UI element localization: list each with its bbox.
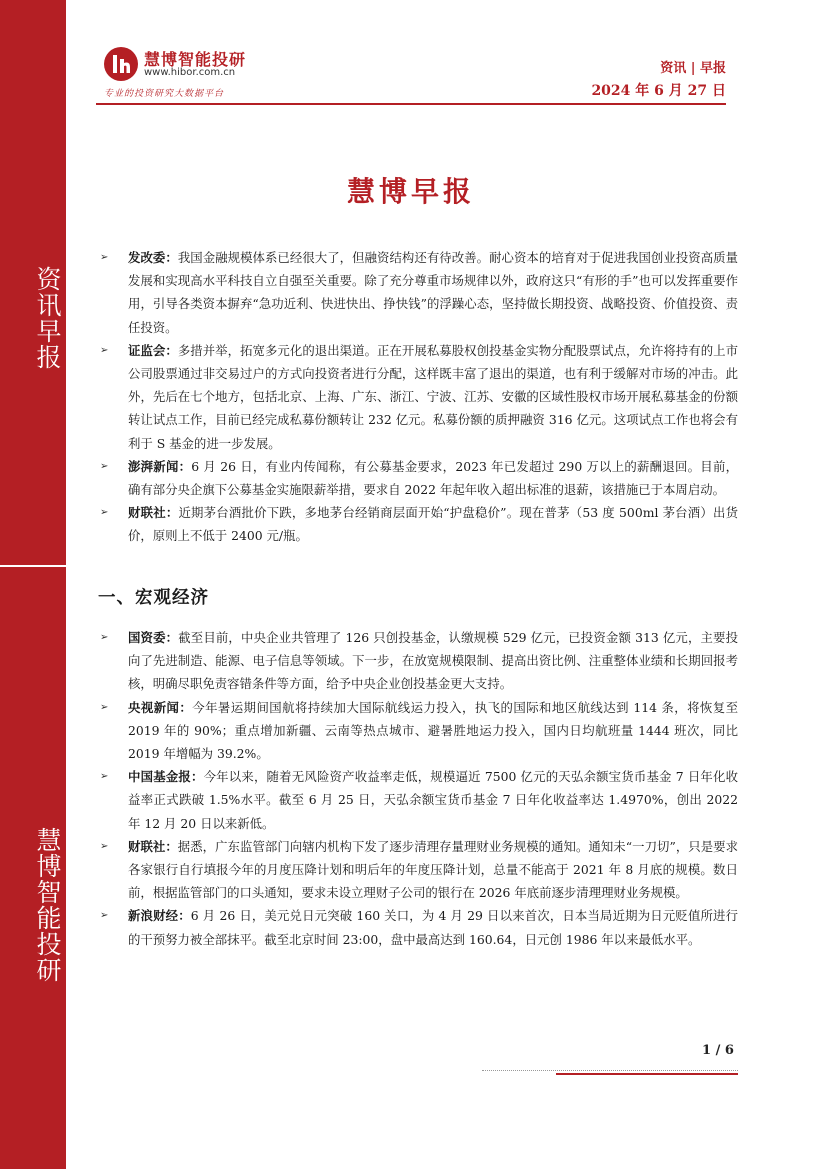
section-heading: 一、宏观经济 xyxy=(98,588,209,608)
header-rule xyxy=(96,103,726,105)
arrow-bullet-icon: ➢ xyxy=(100,460,109,472)
logo-mark-icon xyxy=(103,46,139,82)
arrow-bullet-icon: ➢ xyxy=(100,771,109,783)
sidebar-label-top: 资讯早报 xyxy=(33,266,62,370)
item-source: 央视新闻： xyxy=(128,699,193,715)
arrow-bullet-icon: ➢ xyxy=(100,910,109,922)
sidebar xyxy=(0,0,66,1169)
item-source: 国资委： xyxy=(128,630,179,645)
sidebar-divider xyxy=(0,565,66,567)
item-text: 今年暑运期间国航将持续加大国际航线运力投入，执飞的国际和地区航线达到 114 条，将恢复至 2019 年的 90%；重点增加新疆、云南等热点城市、避暑胜地运力投入，国内日均航班量 1444 班次，同比 2019 年增幅为 39.2%。 xyxy=(128,699,739,762)
list-item xyxy=(98,835,738,905)
item-source: 财联社： xyxy=(128,505,179,521)
logo-slogan: 专业的投资研究大数据平台 xyxy=(104,89,225,99)
logo-url: www.hibor.com.cn xyxy=(144,67,236,78)
item-source: 中国基金报： xyxy=(128,769,204,785)
list-item xyxy=(98,626,738,696)
arrow-bullet-icon: ➢ xyxy=(100,344,109,356)
item-source: 澎湃新闻： xyxy=(128,458,192,474)
arrow-bullet-icon: ➢ xyxy=(100,252,109,263)
item-source: 发改委： xyxy=(128,250,178,265)
header-meta xyxy=(591,58,726,102)
list-item xyxy=(98,455,738,501)
item-text: 多措并举，拓宽多元化的退出渠道。正在开展私募股权创投基金实物分配股票试点，允许将持有的上市公司股票通过非交易过户的方式向投资者进行分配，这样既丰富了退出的渠道，也有利于缓解对市场的冲击。此外，先后在七个地方，包括北京、上海、广东、浙江、宁波、江苏、安徽的区域性股权市场开展私募基金的份额转让试点工作，目前已经完成私募份额转让 232 亿元。私募份额的质押融资 316 亿元。这项试点工作也将会有利于 S 基金的进一步发展。 xyxy=(128,342,739,451)
list-item xyxy=(98,339,738,455)
page-number: 1 / 6 xyxy=(702,1043,734,1058)
list-item xyxy=(98,246,738,339)
logo xyxy=(103,46,303,98)
footer-rule xyxy=(556,1073,738,1075)
list-item xyxy=(98,501,738,547)
item-source: 新浪财经： xyxy=(128,908,191,924)
arrow-bullet-icon: ➢ xyxy=(100,701,109,713)
item-text: 近期茅台酒批价下跌，多地茅台经销商层面开始“护盘稳价”。现在普茅（53 度 500ml 茅台酒）出货价，原则上不低于 2400 元/瓶。 xyxy=(128,505,738,544)
item-text: 我国金融规模体系已经很大了，但融资结构还有待改善。耐心资本的培育对于促进我国创业投资高质量发展和实现高水平科技自立自强至关重要。除了充分尊重市场规律以外，政府这只“有形的手”也可以发挥重要作用，引导各类资本摒弃“急功近利、快进快出、挣快钱”的浮躁心态，坚持做长期投资、战略投资、价值投资、责任投资。 xyxy=(128,250,739,335)
arrow-bullet-icon: ➢ xyxy=(100,840,109,852)
list-item xyxy=(98,765,738,835)
arrow-bullet-icon: ➢ xyxy=(100,507,109,519)
list-item xyxy=(98,904,738,950)
header-date: 2024 年 6 月 27 日 xyxy=(591,83,726,99)
arrow-bullet-icon: ➢ xyxy=(100,632,109,643)
logo-name: 慧博智能投研 xyxy=(144,50,247,69)
item-text: 据悉，广东监管部门向辖内机构下发了逐步清理存量理财业务规模的通知。通知未“一刀切”，只是要求各家银行自行填报今年的月度压降计划和明后年的年度压降计划，总量不能高于 2021 年 8 月底的规模。数日前，根据监管部门的口头通知，要求未设立理财子公司的银行在 2026 年底前逐步清理理财业务规模。 xyxy=(128,838,739,901)
item-source: 财联社： xyxy=(128,838,178,854)
footer-dotted-rule xyxy=(482,1070,738,1071)
highlights-list xyxy=(98,246,738,548)
item-text: 6 月 26 日，有业内传闻称，有公募基金要求，2023 年已发超过 290 万以上的薪酬退回。目前，确有部分央企旗下公募基金实施限薪举措，要求自 2022 年起年收入超出标准的退薪，该措施已于本周启动。 xyxy=(128,458,739,498)
list-item xyxy=(98,696,738,766)
sidebar-label-bottom: 慧博智能投研 xyxy=(33,827,62,983)
item-text: 今年以来，随着无风险资产收益率走低，规模逼近 7500 亿元的天弘余额宝货币基金 7 日年化收益率正式跌破 1.5%水平。截至 6 月 25 日，天弘余额宝货币基金 7 日年化收益率达 1.4970%，创出 2022 年 12 月 20 日以来新低。 xyxy=(128,769,739,831)
item-source: 证监会： xyxy=(128,342,178,358)
item-text: 截至目前，中央企业共管理了 126 只创投基金，认缴规模 529 亿元，已投资金额 313 亿元，主要投向了先进制造、能源、电子信息等领域。下一步，在放宽规模限制、提高出资比例、注重整体业绩和长期回报考核，明确尽职免责容错条件等方面，给予中央企业创投基金更大支持。 xyxy=(128,630,739,692)
macro-list xyxy=(98,626,738,951)
page-title: 慧博早报 xyxy=(346,175,475,208)
header-category: 资讯 | 早报 xyxy=(660,61,726,76)
item-text: 6 月 26 日，美元兑日元突破 160 关口，为 4 月 29 日以来首次，日本当局近期为日元贬值所进行的干预努力被全部抹平。截至北京时间 23:00，盘中最高达到 160.64，日元创 1986 年以来最低水平。 xyxy=(128,908,739,947)
